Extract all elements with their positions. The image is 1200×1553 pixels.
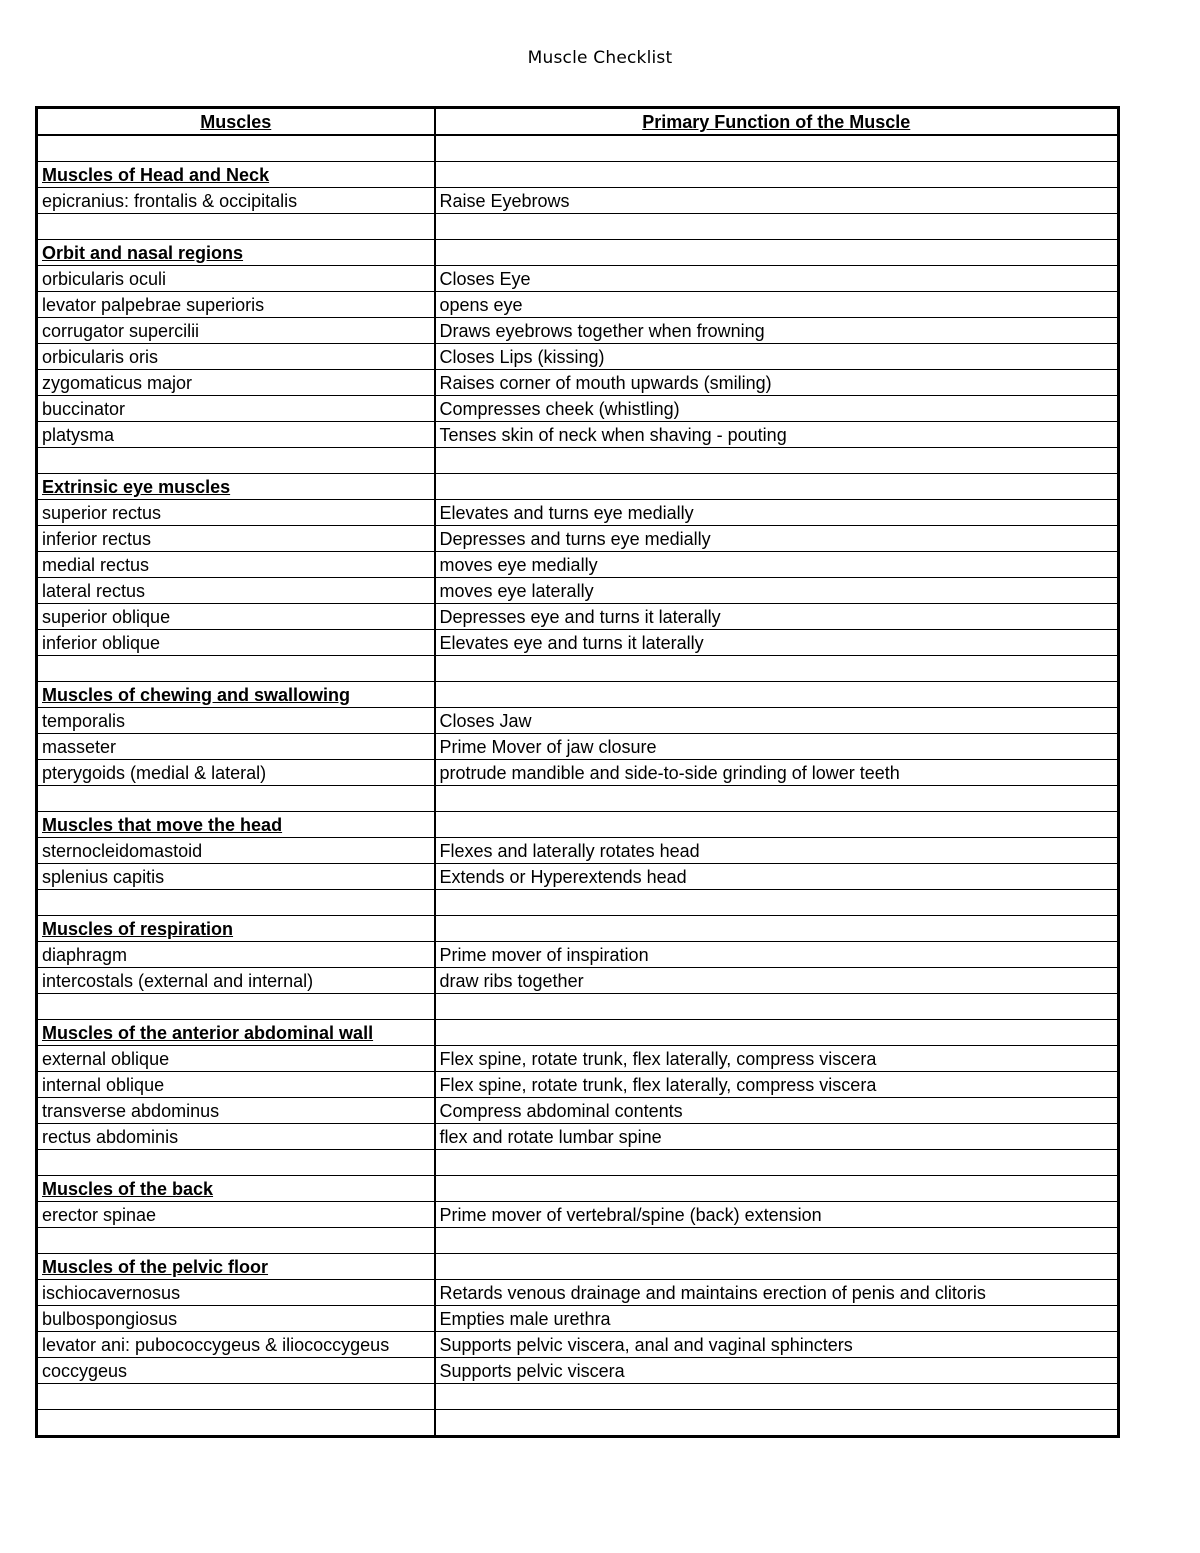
muscle-function-cell	[435, 812, 1119, 838]
section-header-row	[37, 240, 1119, 266]
blank-row	[37, 994, 1119, 1020]
muscle-checklist-table	[35, 106, 1120, 1438]
muscle-function-cell: protrude mandible and side-to-side grinding of lower teeth	[435, 760, 1119, 786]
section-header-row	[37, 1254, 1119, 1280]
page-title: Muscle Checklist	[527, 48, 673, 68]
table-row	[37, 708, 1119, 734]
section-header-row	[37, 916, 1119, 942]
muscle-name-cell: temporalis	[37, 708, 435, 734]
muscle-function-cell: Empties male urethra	[435, 1306, 1119, 1332]
table-row	[37, 188, 1119, 214]
section-header-row	[37, 1176, 1119, 1202]
muscle-name-cell	[37, 448, 435, 474]
muscle-function-cell	[435, 474, 1119, 500]
table-row	[37, 344, 1119, 370]
muscle-name-cell	[37, 135, 435, 162]
table-row	[37, 422, 1119, 448]
muscle-function-cell: Tenses skin of neck when shaving - pouting	[435, 422, 1119, 448]
muscle-function-cell: Elevates eye and turns it laterally	[435, 630, 1119, 656]
blank-row	[37, 1410, 1119, 1437]
muscle-name-cell: medial rectus	[37, 552, 435, 578]
section-title-cell: Muscles of chewing and swallowing	[37, 682, 435, 708]
blank-row	[37, 135, 1119, 162]
table-row	[37, 604, 1119, 630]
muscle-function-cell: Flex spine, rotate trunk, flex laterally, compress viscera	[435, 1072, 1119, 1098]
muscle-name-cell	[37, 214, 435, 240]
section-title-cell: Muscles that move the head	[37, 812, 435, 838]
muscle-name-cell: ischiocavernosus	[37, 1280, 435, 1306]
muscle-function-cell: Prime mover of vertebral/spine (back) extension	[435, 1202, 1119, 1228]
muscle-name-cell	[37, 1384, 435, 1410]
table-row	[37, 1280, 1119, 1306]
muscle-function-cell	[435, 135, 1119, 162]
table-row	[37, 500, 1119, 526]
table-row	[37, 1046, 1119, 1072]
muscle-function-cell	[435, 994, 1119, 1020]
muscle-name-cell	[37, 786, 435, 812]
table-row	[37, 526, 1119, 552]
blank-row	[37, 1384, 1119, 1410]
muscle-name-cell: bulbospongiosus	[37, 1306, 435, 1332]
table-row	[37, 578, 1119, 604]
muscle-function-cell: Draws eyebrows together when frowning	[435, 318, 1119, 344]
muscle-function-cell: Supports pelvic viscera, anal and vaginal sphincters	[435, 1332, 1119, 1358]
table-row	[37, 1306, 1119, 1332]
muscle-name-cell: levator ani: pubococcygeus & iliococcygeus	[37, 1332, 435, 1358]
muscle-function-cell: Depresses and turns eye medially	[435, 526, 1119, 552]
muscle-name-cell: pterygoids (medial & lateral)	[37, 760, 435, 786]
blank-row	[37, 786, 1119, 812]
muscle-name-cell: levator palpebrae superioris	[37, 292, 435, 318]
table-row	[37, 760, 1119, 786]
muscle-function-cell: Compress abdominal contents	[435, 1098, 1119, 1124]
muscle-function-cell: Raises corner of mouth upwards (smiling)	[435, 370, 1119, 396]
muscle-name-cell: buccinator	[37, 396, 435, 422]
table-row	[37, 552, 1119, 578]
muscle-function-cell: Flex spine, rotate trunk, flex laterally, compress viscera	[435, 1046, 1119, 1072]
column-header-muscles: Muscles	[37, 108, 435, 136]
muscle-name-cell	[37, 890, 435, 916]
muscle-name-cell: orbicularis oculi	[37, 266, 435, 292]
muscle-function-cell	[435, 1410, 1119, 1437]
muscle-function-cell: Compresses cheek (whistling)	[435, 396, 1119, 422]
muscle-name-cell: superior oblique	[37, 604, 435, 630]
muscle-name-cell: coccygeus	[37, 1358, 435, 1384]
muscle-function-cell	[435, 890, 1119, 916]
muscle-name-cell	[37, 1150, 435, 1176]
section-header-row	[37, 682, 1119, 708]
muscle-name-cell: zygomaticus major	[37, 370, 435, 396]
muscle-function-cell	[435, 786, 1119, 812]
muscle-name-cell: masseter	[37, 734, 435, 760]
blank-row	[37, 214, 1119, 240]
muscle-function-cell: Prime Mover of jaw closure	[435, 734, 1119, 760]
muscle-name-cell: inferior oblique	[37, 630, 435, 656]
muscle-name-cell	[37, 1228, 435, 1254]
table-row	[37, 1124, 1119, 1150]
muscle-function-cell	[435, 214, 1119, 240]
table-row	[37, 734, 1119, 760]
section-title-cell: Muscles of the pelvic floor	[37, 1254, 435, 1280]
table-row	[37, 864, 1119, 890]
muscle-name-cell: internal oblique	[37, 1072, 435, 1098]
muscle-name-cell: diaphragm	[37, 942, 435, 968]
muscle-name-cell	[37, 994, 435, 1020]
muscle-name-cell: orbicularis oris	[37, 344, 435, 370]
muscle-name-cell: corrugator supercilii	[37, 318, 435, 344]
muscle-function-cell	[435, 916, 1119, 942]
section-title-cell: Orbit and nasal regions	[37, 240, 435, 266]
muscle-function-cell: Supports pelvic viscera	[435, 1358, 1119, 1384]
muscle-name-cell: sternocleidomastoid	[37, 838, 435, 864]
table-row	[37, 1072, 1119, 1098]
muscle-function-cell: Depresses eye and turns it laterally	[435, 604, 1119, 630]
muscle-function-cell: moves eye laterally	[435, 578, 1119, 604]
section-title-cell: Muscles of Head and Neck	[37, 162, 435, 188]
muscle-function-cell: Closes Jaw	[435, 708, 1119, 734]
muscle-name-cell	[37, 1410, 435, 1437]
muscle-function-cell: Retards venous drainage and maintains erection of penis and clitoris	[435, 1280, 1119, 1306]
table-row	[37, 630, 1119, 656]
table-row	[37, 1358, 1119, 1384]
section-header-row	[37, 812, 1119, 838]
muscle-function-cell: Prime mover of inspiration	[435, 942, 1119, 968]
muscle-function-cell	[435, 448, 1119, 474]
muscle-function-cell	[435, 1176, 1119, 1202]
blank-row	[37, 448, 1119, 474]
muscle-function-cell	[435, 1228, 1119, 1254]
blank-row	[37, 656, 1119, 682]
muscle-function-cell: opens eye	[435, 292, 1119, 318]
muscle-name-cell: lateral rectus	[37, 578, 435, 604]
table-row	[37, 1098, 1119, 1124]
muscle-name-cell: transverse abdominus	[37, 1098, 435, 1124]
section-header-row	[37, 474, 1119, 500]
muscle-function-cell	[435, 240, 1119, 266]
muscle-name-cell: erector spinae	[37, 1202, 435, 1228]
section-title-cell: Muscles of the anterior abdominal wall	[37, 1020, 435, 1046]
table-row	[37, 318, 1119, 344]
table-row	[37, 1202, 1119, 1228]
muscle-function-cell	[435, 162, 1119, 188]
section-header-row	[37, 1020, 1119, 1046]
muscle-function-cell: Extends or Hyperextends head	[435, 864, 1119, 890]
muscle-function-cell: Raise Eyebrows	[435, 188, 1119, 214]
muscle-function-cell	[435, 1150, 1119, 1176]
table-row	[37, 370, 1119, 396]
muscle-function-cell: Closes Eye	[435, 266, 1119, 292]
blank-row	[37, 1228, 1119, 1254]
muscle-function-cell	[435, 682, 1119, 708]
muscle-function-cell: Elevates and turns eye medially	[435, 500, 1119, 526]
table-row	[37, 942, 1119, 968]
muscle-function-cell: Closes Lips (kissing)	[435, 344, 1119, 370]
blank-row	[37, 890, 1119, 916]
table-row	[37, 292, 1119, 318]
section-title-cell: Muscles of respiration	[37, 916, 435, 942]
table-row	[37, 266, 1119, 292]
muscle-function-cell: moves eye medially	[435, 552, 1119, 578]
table-row	[37, 396, 1119, 422]
column-header-primary-function: Primary Function of the Muscle	[435, 108, 1119, 136]
section-title-cell: Extrinsic eye muscles	[37, 474, 435, 500]
muscle-name-cell: splenius capitis	[37, 864, 435, 890]
muscle-function-cell: Flexes and laterally rotates head	[435, 838, 1119, 864]
table-body	[37, 135, 1119, 1437]
table-header-row	[37, 108, 1119, 136]
muscle-name-cell: intercostals (external and internal)	[37, 968, 435, 994]
muscle-function-cell	[435, 1254, 1119, 1280]
muscle-name-cell	[37, 656, 435, 682]
muscle-name-cell: external oblique	[37, 1046, 435, 1072]
table-row	[37, 838, 1119, 864]
muscle-name-cell: inferior rectus	[37, 526, 435, 552]
table-row	[37, 1332, 1119, 1358]
section-title-cell: Muscles of the back	[37, 1176, 435, 1202]
blank-row	[37, 1150, 1119, 1176]
table-row	[37, 968, 1119, 994]
muscle-function-cell	[435, 656, 1119, 682]
muscle-function-cell	[435, 1384, 1119, 1410]
muscle-function-cell	[435, 1020, 1119, 1046]
muscle-name-cell: rectus abdominis	[37, 1124, 435, 1150]
muscle-name-cell: superior rectus	[37, 500, 435, 526]
muscle-name-cell: epicranius: frontalis & occipitalis	[37, 188, 435, 214]
muscle-function-cell: flex and rotate lumbar spine	[435, 1124, 1119, 1150]
muscle-name-cell: platysma	[37, 422, 435, 448]
section-header-row	[37, 162, 1119, 188]
muscle-function-cell: draw ribs together	[435, 968, 1119, 994]
